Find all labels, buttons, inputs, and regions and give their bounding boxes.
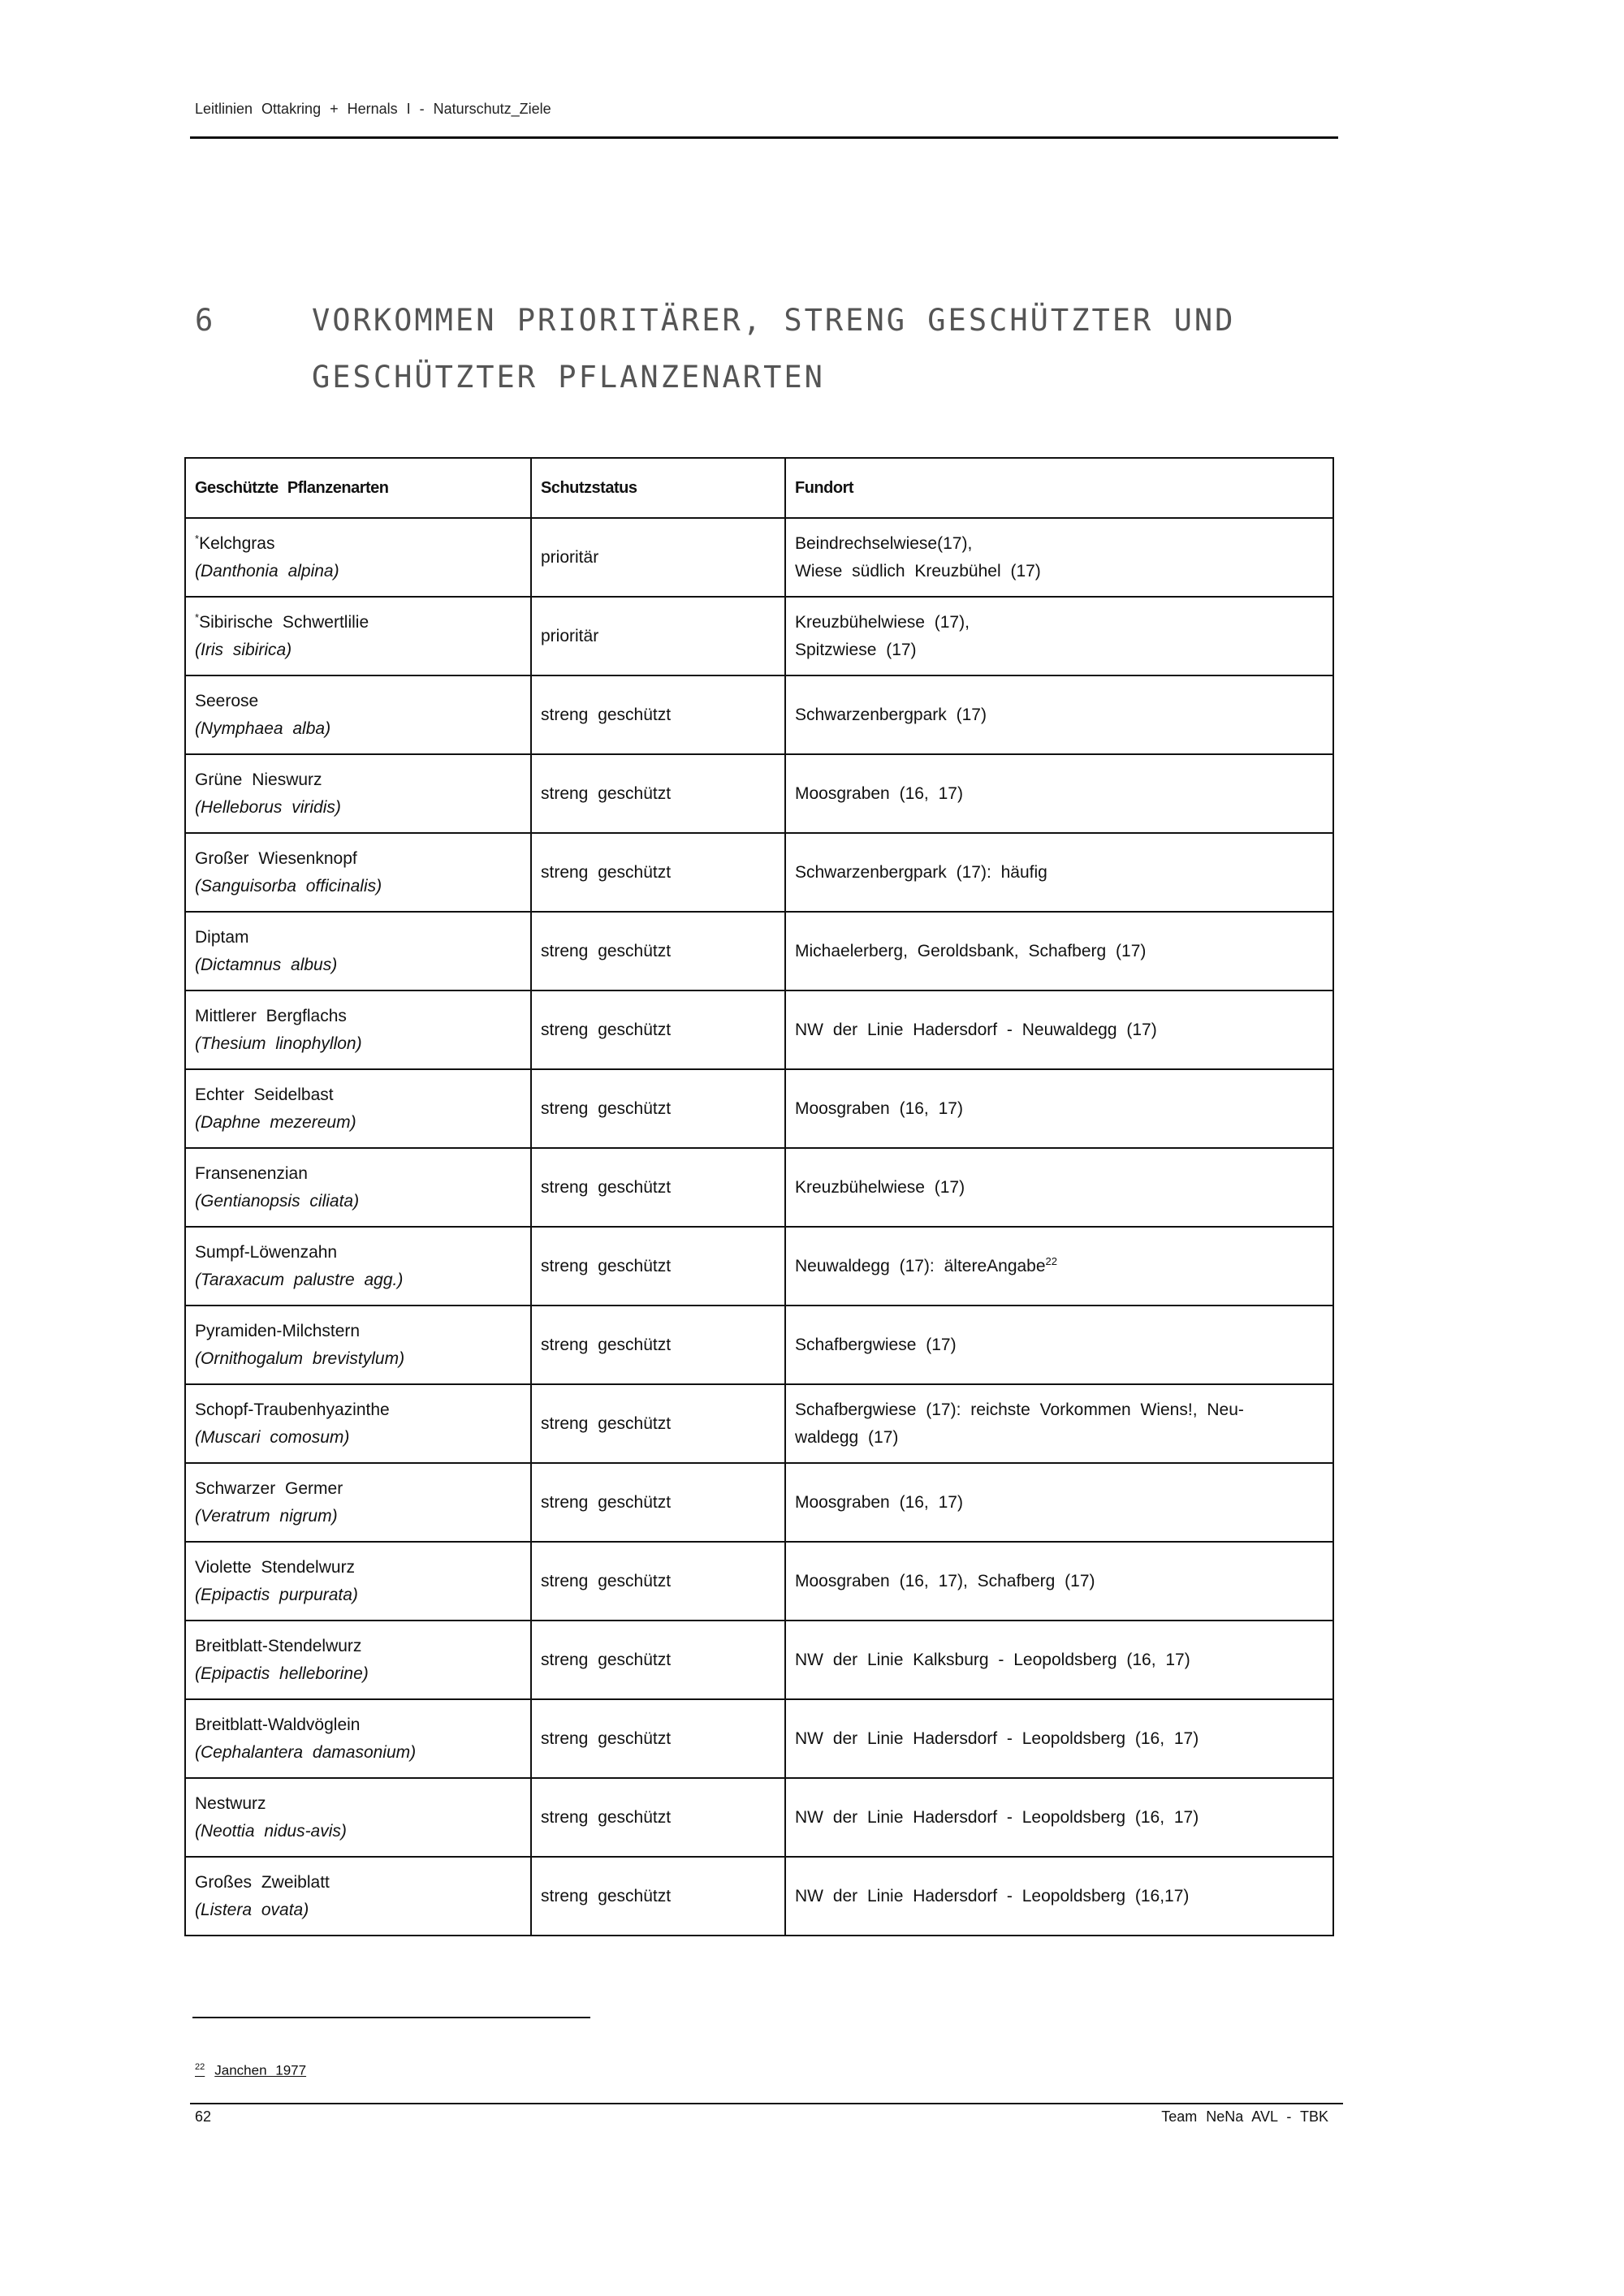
status-cell: streng geschützt — [531, 1069, 785, 1148]
page-number: 62 — [195, 2108, 212, 2125]
common-name: Diptam — [195, 927, 249, 947]
location-cell: NW der Linie Hadersdorf - Leopoldsberg (16, 17) — [785, 1699, 1333, 1778]
scientific-name: (Epipactis purpurata) — [195, 1585, 358, 1604]
species-cell — [185, 833, 531, 912]
footer-divider — [190, 2103, 1343, 2104]
table-row — [185, 1306, 1333, 1384]
species-cell — [185, 912, 531, 990]
column-header-species: Geschützte Pflanzenarten — [185, 458, 531, 518]
running-header: Leitlinien Ottakring + Hernals I - Naturschutz_Ziele — [195, 101, 551, 117]
footnote-reference: 22 — [1045, 1254, 1058, 1267]
priority-mark: * — [195, 532, 200, 545]
location-cell: Moosgraben (16, 17), Schafberg (17) — [785, 1542, 1333, 1621]
scientific-name: (Gentianopsis ciliata) — [195, 1191, 360, 1211]
scientific-name: (Dictamnus albus) — [195, 955, 338, 974]
priority-mark: * — [195, 611, 200, 624]
scientific-name: (Iris sibirica) — [195, 640, 292, 659]
location-cell: Beindrechselwiese(17), Wiese südlich Kreuzbühel (17) — [785, 518, 1333, 597]
species-cell — [185, 1463, 531, 1542]
common-name: Grüne Nieswurz — [195, 770, 322, 789]
status-cell: streng geschützt — [531, 675, 785, 754]
status-cell: streng geschützt — [531, 1778, 785, 1857]
scientific-name: (Daphne mezereum) — [195, 1112, 356, 1132]
common-name: *Sibirische Schwertlilie — [195, 611, 369, 632]
species-cell — [185, 597, 531, 675]
scientific-name: (Cephalantera damasonium) — [195, 1742, 417, 1762]
status-cell: streng geschützt — [531, 1699, 785, 1778]
common-name: Seerose — [195, 691, 259, 710]
status-cell: streng geschützt — [531, 1857, 785, 1936]
table-row — [185, 754, 1333, 833]
species-cell — [185, 1148, 531, 1227]
common-name: Breitblatt-Waldvöglein — [195, 1715, 361, 1734]
status-cell: streng geschützt — [531, 1148, 785, 1227]
location-cell: NW der Linie Hadersdorf - Neuwaldegg (17) — [785, 990, 1333, 1069]
species-cell — [185, 1857, 531, 1936]
common-name: Echter Seidelbast — [195, 1085, 334, 1104]
table-row — [185, 1148, 1333, 1227]
footnote — [195, 2062, 306, 2079]
scientific-name: (Taraxacum palustre agg.) — [195, 1270, 404, 1289]
location-cell: Schwarzenbergpark (17) — [785, 675, 1333, 754]
common-name: Sumpf-Löwenzahn — [195, 1242, 338, 1262]
location-cell: Neuwaldegg (17): ältereAngabe$^{22}$ — [785, 1227, 1333, 1306]
table-row — [185, 1227, 1333, 1306]
table-row — [185, 990, 1333, 1069]
protected-plants-table — [184, 457, 1334, 1936]
status-cell: streng geschützt — [531, 1306, 785, 1384]
species-cell — [185, 1306, 531, 1384]
species-cell — [185, 518, 531, 597]
location-cell: NW der Linie Hadersdorf - Leopoldsberg (16,17) — [785, 1857, 1333, 1936]
table-row — [185, 912, 1333, 990]
scientific-name: (Veratrum nigrum) — [195, 1506, 338, 1526]
common-name: Fransenenzian — [195, 1163, 308, 1183]
species-cell — [185, 990, 531, 1069]
location-cell: Schafbergwiese (17) — [785, 1306, 1333, 1384]
table-row — [185, 833, 1333, 912]
common-name: Schopf-Traubenhyazinthe — [195, 1400, 390, 1419]
scientific-name: (Ornithogalum brevistylum) — [195, 1349, 405, 1368]
scientific-name: (Nymphaea alba) — [195, 719, 331, 738]
scientific-name: (Muscari comosum) — [195, 1427, 350, 1447]
location-cell: Kreuzbühelwiese (17) — [785, 1148, 1333, 1227]
table-row — [185, 1778, 1333, 1857]
location-cell: NW der Linie Hadersdorf - Leopoldsberg (16, 17) — [785, 1778, 1333, 1857]
status-cell: streng geschützt — [531, 1384, 785, 1463]
table-row — [185, 1621, 1333, 1699]
common-name: *Kelchgras — [195, 532, 275, 553]
table-header-row — [185, 458, 1333, 518]
scientific-name: (Epipactis helleborine) — [195, 1664, 369, 1683]
status-cell: streng geschützt — [531, 1463, 785, 1542]
species-cell — [185, 1227, 531, 1306]
location-cell: Kreuzbühelwiese (17), Spitzwiese (17) — [785, 597, 1333, 675]
table-row — [185, 1384, 1333, 1463]
common-name: Großes Zweiblatt — [195, 1872, 330, 1892]
common-name: Großer Wiesenknopf — [195, 848, 357, 868]
common-name: Schwarzer Germer — [195, 1478, 343, 1498]
section-number: 6 — [195, 303, 216, 338]
table-row — [185, 597, 1333, 675]
location-cell: NW der Linie Kalksburg - Leopoldsberg (16, 17) — [785, 1621, 1333, 1699]
table-row — [185, 1542, 1333, 1621]
status-cell: streng geschützt — [531, 1227, 785, 1306]
common-name: Mittlerer Bergflachs — [195, 1006, 347, 1025]
location-cell: Schwarzenbergpark (17): häufig — [785, 833, 1333, 912]
table-row — [185, 1857, 1333, 1936]
common-name: Breitblatt-Stendelwurz — [195, 1636, 362, 1655]
column-header-status: Schutzstatus — [531, 458, 785, 518]
status-cell: streng geschützt — [531, 990, 785, 1069]
species-cell — [185, 754, 531, 833]
scientific-name: (Helleborus viridis) — [195, 797, 341, 817]
location-cell: Moosgraben (16, 17) — [785, 1463, 1333, 1542]
status-cell: streng geschützt — [531, 912, 785, 990]
status-cell: streng geschützt — [531, 1621, 785, 1699]
section-title: VORKOMMEN PRIORITÄRER, STRENG GESCHÜTZTER UND GESCHÜTZTER PFLANZENARTEN — [312, 303, 1236, 395]
status-cell: prioritär — [531, 597, 785, 675]
common-name: Nestwurz — [195, 1793, 266, 1813]
scientific-name: (Thesium linophyllon) — [195, 1034, 362, 1053]
status-cell: streng geschützt — [531, 754, 785, 833]
species-cell — [185, 675, 531, 754]
species-cell — [185, 1542, 531, 1621]
table-row — [185, 1069, 1333, 1148]
location-cell: Michaelerberg, Geroldsbank, Schafberg (17) — [785, 912, 1333, 990]
scientific-name: (Sanguisorba officinalis) — [195, 876, 382, 896]
column-header-location: Fundort — [785, 458, 1333, 518]
scientific-name: (Danthonia alpina) — [195, 561, 339, 580]
species-cell — [185, 1778, 531, 1857]
table-row — [185, 675, 1333, 754]
footnote-text: Janchen 1977 — [214, 2062, 307, 2078]
location-cell: Schafbergwiese (17): reichste Vorkommen Wiens!, Neu- waldegg (17) — [785, 1384, 1333, 1463]
common-name: Pyramiden-Milchstern — [195, 1321, 361, 1340]
header-divider — [190, 136, 1338, 139]
species-cell — [185, 1699, 531, 1778]
table-row — [185, 518, 1333, 597]
footnote-divider — [192, 2017, 590, 2018]
scientific-name: (Listera ovata) — [195, 1900, 309, 1919]
scientific-name: (Neottia nidus-avis) — [195, 1821, 347, 1841]
footer-credit: Team NeNa AVL - TBK — [1161, 2108, 1328, 2125]
status-cell: streng geschützt — [531, 833, 785, 912]
status-cell: prioritär — [531, 518, 785, 597]
species-cell — [185, 1621, 531, 1699]
footnote-mark: 22 — [195, 2062, 205, 2072]
table-row — [185, 1699, 1333, 1778]
common-name: Violette Stendelwurz — [195, 1557, 356, 1577]
location-cell: Moosgraben (16, 17) — [785, 1069, 1333, 1148]
table-row — [185, 1463, 1333, 1542]
status-cell: streng geschützt — [531, 1542, 785, 1621]
species-cell — [185, 1384, 531, 1463]
location-cell: Moosgraben (16, 17) — [785, 754, 1333, 833]
species-cell — [185, 1069, 531, 1148]
